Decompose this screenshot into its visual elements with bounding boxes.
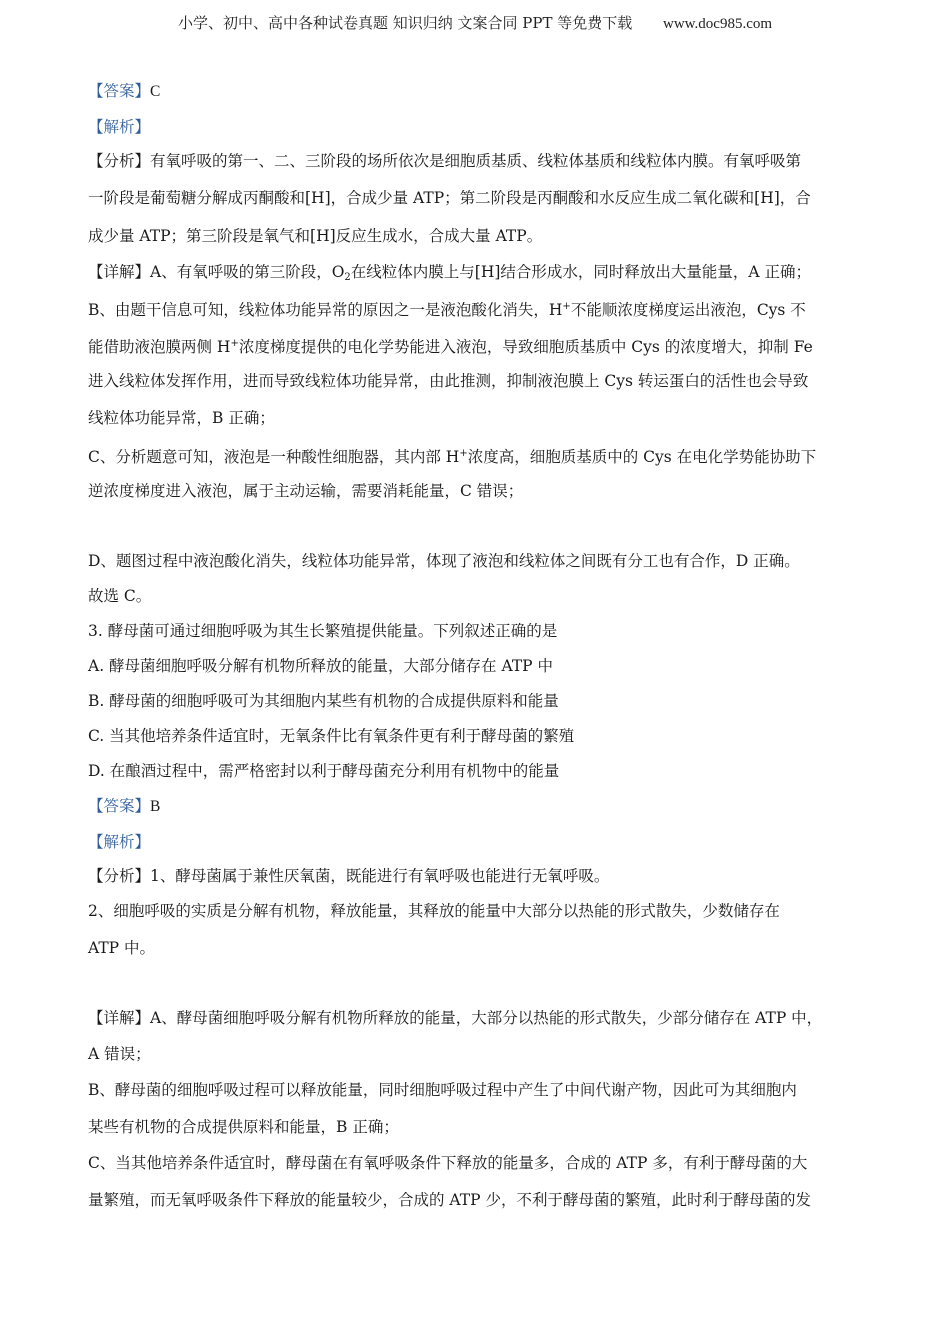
q3-stem: 3. 酵母菌可通过细胞呼吸为其生长繁殖提供能量。下列叙述正确的是	[88, 622, 558, 640]
fenxi-tag: 【分析】	[88, 152, 151, 170]
q2-fenxi-line-2: 一阶段是葡萄糖分解成丙酮酸和[H]，合成少量 ATP；第二阶段是丙酮酸和水反应生成二氧化碳和[H]，合	[88, 189, 811, 207]
analysis-tag: 【解析】	[88, 833, 151, 851]
fenxi-tag: 【分析】	[88, 867, 151, 885]
q2-fenxi-line-1: 【分析】有氧呼吸的第一、二、三阶段的场所依次是细胞质基质、线粒体基质和线粒体内膜。有氧呼吸第	[88, 152, 802, 170]
answer-tag: 【答案】	[88, 82, 151, 100]
q2-detail-a: 【详解】A、有氧呼吸的第三阶段，$O_2$在线粒体内膜上与[H]结合形成水，同时释放出大量能量，A 正确；	[88, 263, 812, 283]
q2-conclusion: 故选 C。	[88, 587, 152, 605]
page-header	[0, 12, 950, 33]
q2-detail-c-1: C、分析题意可知，液泡是一种酸性细胞器，其内部 H+浓度高，细胞质基质中的 Cys 在电化学势能协助下	[88, 448, 817, 466]
q2-answer-line	[88, 80, 868, 103]
q3-detail-b-1: B、酵母菌的细胞呼吸过程可以释放能量，同时细胞呼吸过程中产生了中间代谢产物，因此可为其细胞内	[88, 1081, 797, 1099]
q2-detail-b-1: B、由题干信息可知，线粒体功能异常的原因之一是液泡酸化消失，H+不能顺浓度梯度运出液泡，Cys 不	[88, 301, 806, 319]
header-text: 小学、初中、高中各种试卷真题 知识归纳 文案合同 PPT 等免费下载	[177, 14, 633, 32]
analysis-tag: 【解析】	[88, 118, 151, 136]
q3-fenxi-line-3: ATP 中。	[88, 939, 156, 957]
q2-analysis-heading	[88, 116, 868, 138]
q2-fenxi-line-3: 成少量 ATP；第三阶段是氧气和[H]反应生成水，合成大量 ATP。	[88, 227, 543, 245]
q3-answer-line	[88, 795, 868, 818]
q2-detail-b-4: 线粒体功能异常，B 正确；	[88, 409, 275, 427]
q3-detail-c-2: 量繁殖，而无氧呼吸条件下释放的能量较少，合成的 ATP 少，不利于酵母菌的繁殖，此时利于酵母菌的发	[88, 1191, 811, 1209]
xiangjie-tag: 【详解】	[88, 263, 151, 281]
q3-option-d: D. 在酿酒过程中，需严格密封以利于酵母菌充分利用有机物中的能量	[88, 762, 560, 780]
q3-fenxi-line-1: 【分析】1、酵母菌属于兼性厌氧菌，既能进行有氧呼吸也能进行无氧呼吸。	[88, 867, 610, 885]
xiangjie-tag: 【详解】	[88, 1009, 151, 1027]
q3-analysis-heading	[88, 831, 868, 853]
q3-answer: B	[150, 798, 161, 815]
q3-detail-c-1: C、当其他培养条件适宜时，酵母菌在有氧呼吸条件下释放的能量多，合成的 ATP 多，有利于酵母菌的大	[88, 1154, 808, 1172]
q3-detail-b-2: 某些有机物的合成提供原料和能量，B 正确；	[88, 1118, 399, 1136]
q2-answer: C	[150, 83, 161, 100]
q3-detail-a-2: A 错误；	[88, 1045, 151, 1063]
q3-option-c: C. 当其他培养条件适宜时，无氧条件比有氧条件更有利于酵母菌的繁殖	[88, 727, 575, 745]
q2-detail-d: D、题图过程中液泡酸化消失，线粒体功能异常，体现了液泡和线粒体之间既有分工也有合作，D 正确。	[88, 552, 800, 570]
q3-option-a: A. 酵母菌细胞呼吸分解有机物所释放的能量，大部分储存在 ATP 中	[88, 657, 554, 675]
q3-fenxi-line-2: 2、细胞呼吸的实质是分解有机物，释放能量，其释放的能量中大部分以热能的形式散失，少数储存在	[88, 902, 780, 920]
q3-detail-a-1: 【详解】A、酵母菌细胞呼吸分解有机物所释放的能量，大部分以热能的形式散失，少部分储存在 ATP 中，	[88, 1009, 823, 1027]
q3-option-b: B. 酵母菌的细胞呼吸可为其细胞内某些有机物的合成提供原料和能量	[88, 692, 559, 710]
q2-detail-b-3: 进入线粒体发挥作用，进而导致线粒体功能异常，由此推测，抑制液泡膜上 Cys 转运蛋白的活性也会导致	[88, 372, 809, 390]
q2-detail-c-2: 逆浓度梯度进入液泡，属于主动运输，需要消耗能量，C 错误；	[88, 482, 524, 500]
answer-tag: 【答案】	[88, 797, 151, 815]
header-url[interactable]: www.doc985.com	[663, 16, 773, 32]
q2-detail-b-2: 能借助液泡膜两侧 H+浓度梯度提供的电化学势能进入液泡，导致细胞质基质中 Cys 的浓度增大，抑制 Fe	[88, 338, 813, 356]
